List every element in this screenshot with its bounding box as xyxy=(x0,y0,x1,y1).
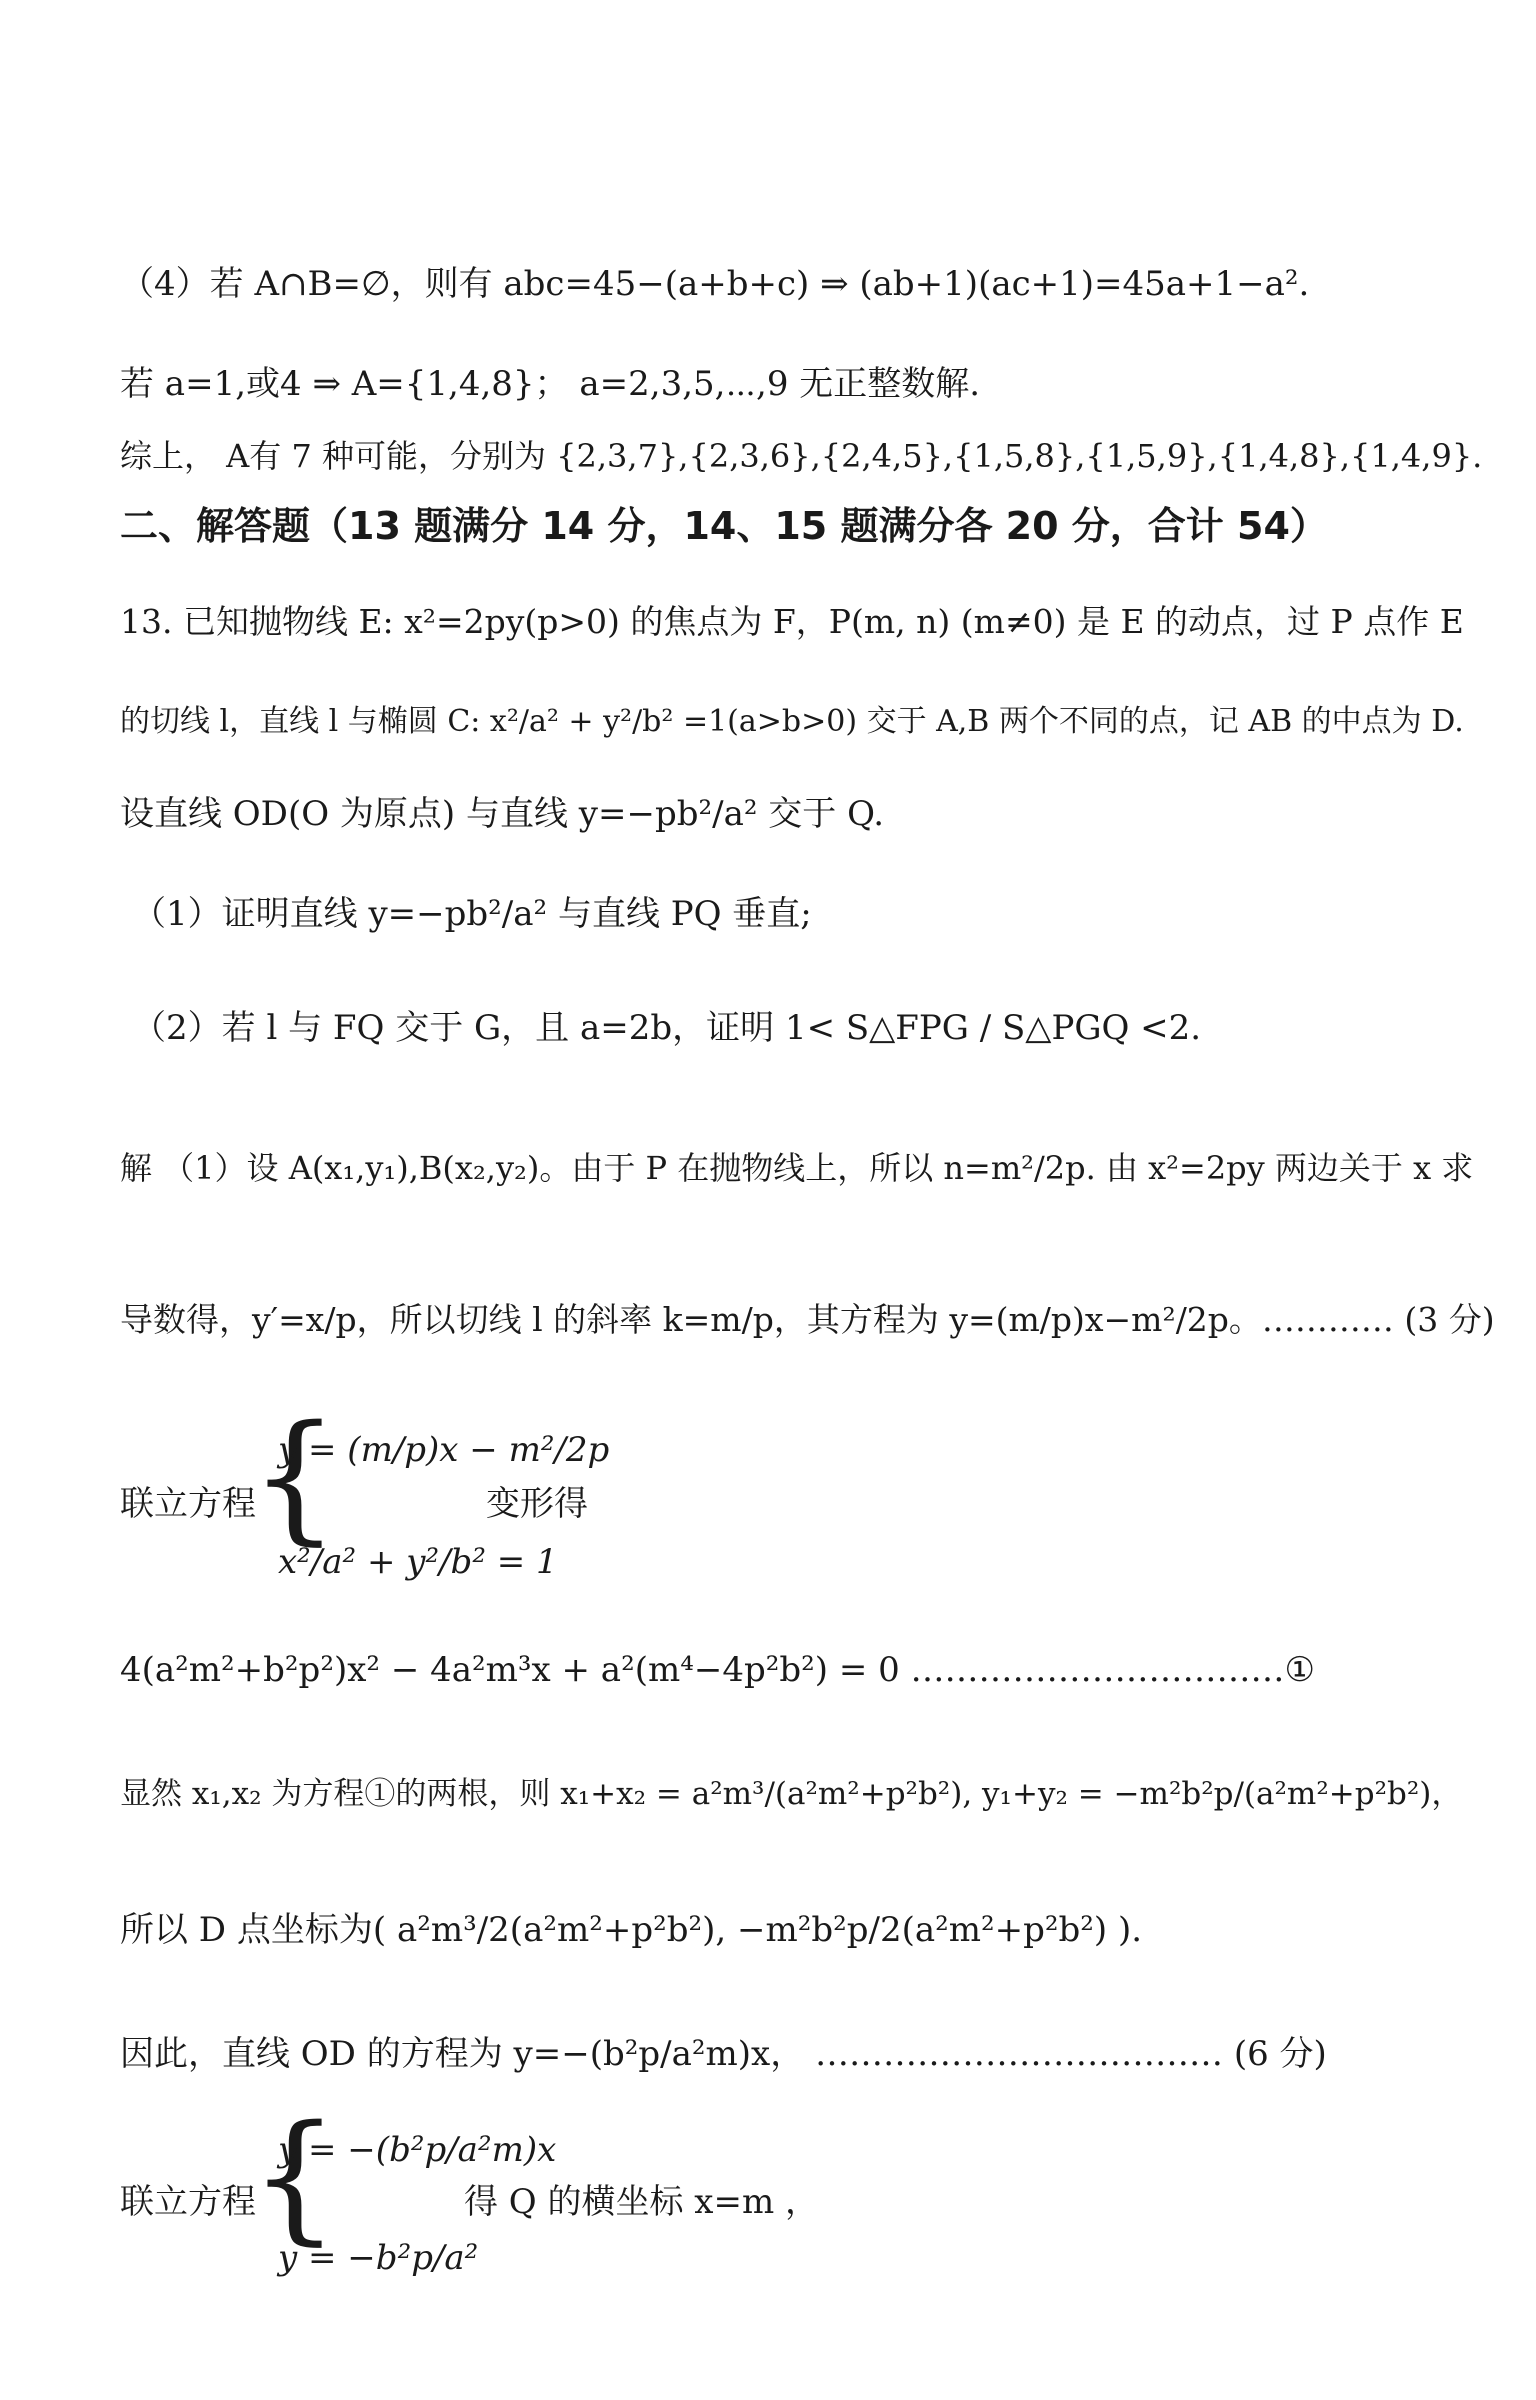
text-line-case4: （4）若 A∩B=∅，则有 abc=45−(a+b+c) ⇒ (ab+1)(ac+1)=45a+1−a². xyxy=(120,264,1310,304)
system-1-equation-2: x²/a² + y²/b² = 1 xyxy=(278,1542,558,1582)
system-2-equation-1: y = −(b²p/a²m)x xyxy=(278,2130,557,2170)
system-2-label: 联立方程 xyxy=(120,2182,256,2222)
solution-line-5: 因此，直线 OD 的方程为 y=−(b²p/a²m)x， ……………………………… (6 分) xyxy=(120,2034,1327,2074)
system-1-brace: { xyxy=(250,1396,340,1559)
question-13-line-1: 13. 已知抛物线 E: x²=2py(p>0) 的焦点为 F，P(m, n) (m≠0) 是 E 的动点，过 P 点作 E xyxy=(120,602,1464,641)
solution-line-4: 所以 D 点坐标为( a²m³/2(a²m²+p²b²), −m²b²p/2(a²m²+p²b²) ). xyxy=(120,1910,1143,1950)
solution-line-1: 解 （1）设 A(x₁,y₁),B(x₂,y₂)。由于 P 在抛物线上，所以 n=m²/2p. 由 x²=2py 两边关于 x 求 xyxy=(120,1149,1474,1187)
section-heading: 二、解答题（13 题满分 14 分，14、15 题满分各 20 分，合计 54） xyxy=(120,504,1328,548)
text-line-summary: 综上， A有 7 种可能，分别为 {2,3,7},{2,3,6},{2,4,5},{1,5,8},{1,5,9},{1,4,8},{1,4,9}. xyxy=(120,437,1483,475)
equation-1: 4(a²m²+b²p²)x² − 4a²m³x + a²(m⁴−4p²b²) = 0 ……………………………① xyxy=(120,1650,1316,1690)
question-13-line-2: 的切线 l，直线 l 与椭圆 C: x²/a² + y²/b² =1(a>b>0) 交于 A,B 两个不同的点，记 AB 的中点为 D. xyxy=(120,704,1464,739)
system-1-tail: 变形得 xyxy=(486,1484,588,1524)
system-2-tail: 得 Q 的横坐标 x=m ， xyxy=(464,2182,820,2222)
solution-line-2: 导数得，y′=x/p，所以切线 l 的斜率 k=m/p，其方程为 y=(m/p)x−m²/2p。………… (3 分) xyxy=(120,1300,1495,1339)
question-13-line-3: 设直线 OD(O 为原点) 与直线 y=−pb²/a² 交于 Q. xyxy=(120,794,885,834)
system-2-brace: { xyxy=(250,2096,340,2259)
text-line-a-values: 若 a=1,或4 ⇒ A={1,4,8}； a=2,3,5,⋯,9 无正整数解. xyxy=(120,364,981,404)
system-2-equation-2: y = −b²p/a² xyxy=(278,2238,479,2278)
solution-line-3: 显然 x₁,x₂ 为方程①的两根，则 x₁+x₂ = a²m³/(a²m²+p²b²), y₁+y₂ = −m²b²p/(a²m²+p²b²)， xyxy=(120,1776,1463,1812)
system-1-label: 联立方程 xyxy=(120,1484,256,1524)
system-1-equation-1: y = (m/p)x − m²/2p xyxy=(278,1430,610,1470)
question-13-part-1: （1）证明直线 y=−pb²/a² 与直线 PQ 垂直; xyxy=(132,894,812,934)
question-13-part-2: （2）若 l 与 FQ 交于 G，且 a=2b，证明 1< S△FPG / S△PGQ <2. xyxy=(132,1008,1202,1048)
